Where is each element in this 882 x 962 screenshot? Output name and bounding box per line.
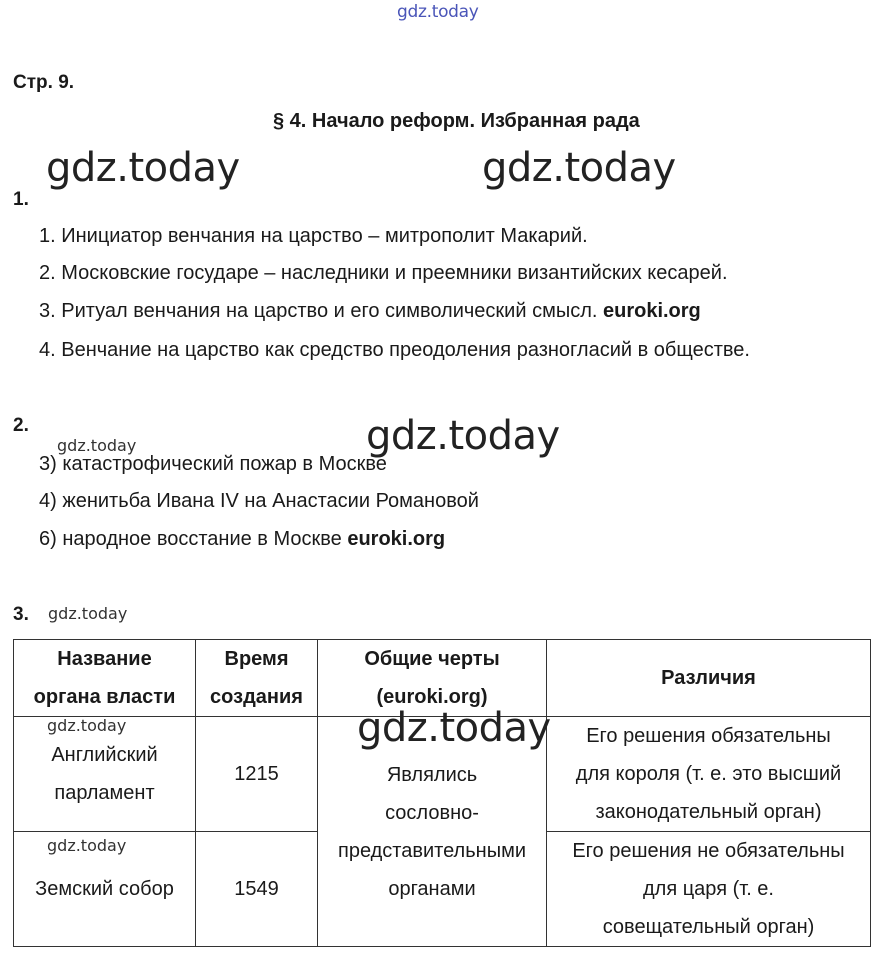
cell-organ: Земский собор — [14, 832, 196, 947]
cell-common: Являлись сословно- представительными органами — [318, 717, 547, 947]
header-time: Время создания — [196, 640, 318, 717]
watermark-large: gdz.today — [357, 705, 551, 751]
header-organ: Название органа власти — [14, 640, 196, 717]
cell-differences: Его решения обязательны для короля (т. е. это высший законодательный орган) — [547, 717, 871, 832]
source-label: euroki.org — [347, 528, 446, 550]
watermark-large: gdz.today — [482, 145, 676, 191]
task-2-item: 3) катастрофический пожар в Москве — [39, 453, 387, 475]
watermark-top: gdz.today — [397, 2, 479, 22]
cell-organ: Английский парламент — [14, 717, 196, 832]
task-3-number: 3. — [13, 604, 29, 625]
page-label: Стр. 9. — [13, 72, 75, 93]
watermark-large: gdz.today — [46, 145, 240, 191]
task-2-item: 4) женитьба Ивана IV на Анастасии Романовой — [39, 490, 479, 512]
header-common: Общие черты (euroki.org) — [318, 640, 547, 717]
task-2-number: 2. — [13, 415, 29, 436]
task-1-number: 1. — [13, 189, 29, 210]
task-1-item: 3. Ритуал венчания на царство и его символический смысл. euroki.org — [39, 300, 701, 322]
watermark-small: gdz.today — [47, 836, 127, 855]
watermark-small: gdz.today — [57, 436, 137, 455]
task-1-item: 2. Московские государе – наследники и преемники византийских кесарей. — [39, 262, 728, 284]
header-differences: Различия — [547, 640, 871, 717]
source-label: euroki.org — [602, 300, 701, 322]
watermark-small: gdz.today — [48, 604, 128, 623]
task-1-item: 1. Инициатор венчания на царство – митрополит Макарий. — [39, 225, 588, 247]
task-1-item: 4. Венчание на царство как средство преодоления разногласий в обществе. — [39, 339, 750, 361]
section-heading: § 4. Начало реформ. Избранная рада — [273, 110, 640, 132]
cell-year: 1215 — [196, 717, 318, 832]
watermark-small: gdz.today — [47, 716, 127, 735]
cell-differences: Его решения не обязательны для царя (т. е. совещательный орган) — [547, 832, 871, 947]
cell-year: 1549 — [196, 832, 318, 947]
watermark-large: gdz.today — [366, 413, 560, 459]
task-2-item: 6) народное восстание в Москве euroki.org — [39, 528, 446, 550]
comparison-table — [13, 639, 871, 947]
